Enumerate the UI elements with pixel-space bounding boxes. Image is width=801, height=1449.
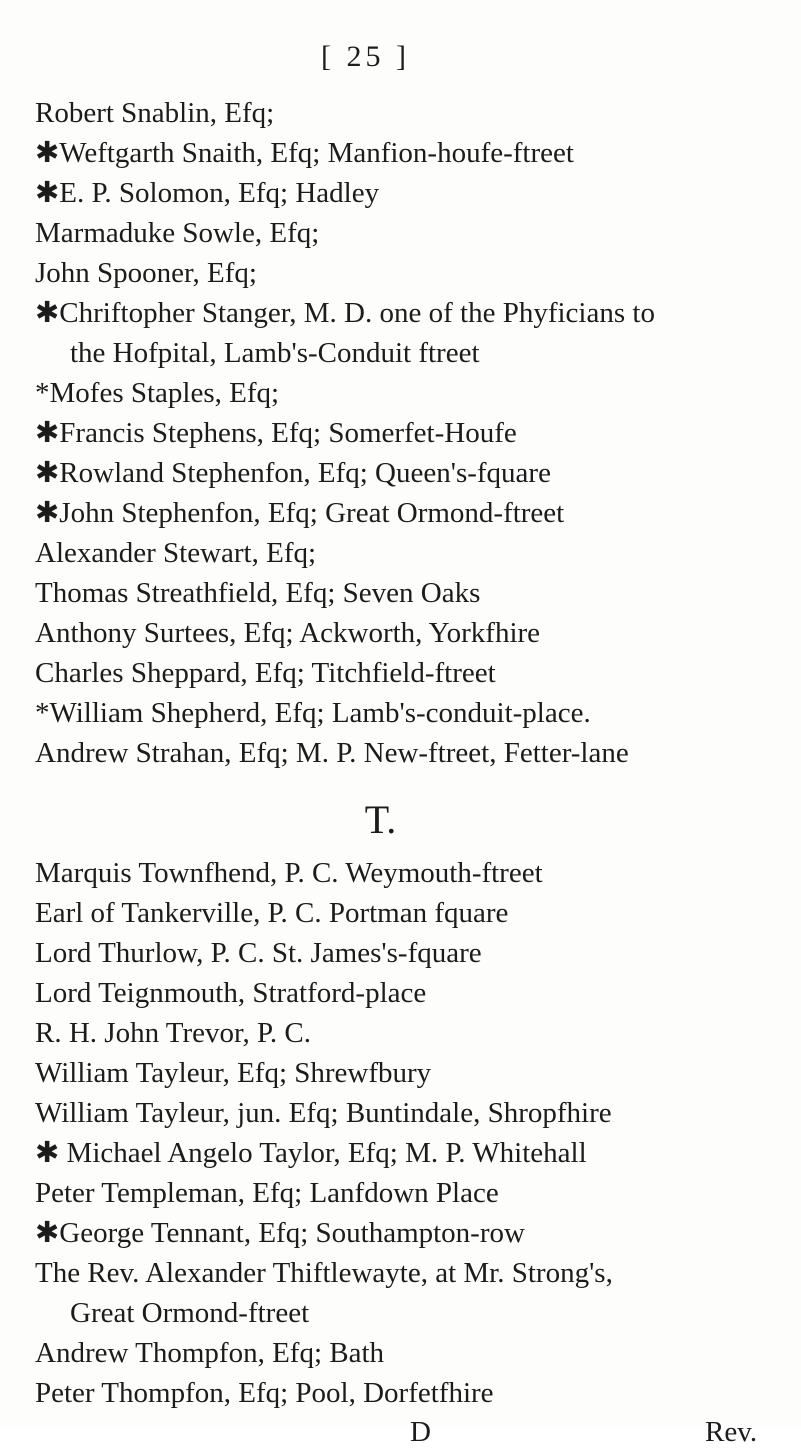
subscriber-entry: Earl of Tankerville, P. C. Portman fquare	[35, 897, 509, 929]
subscriber-entry: Thomas Streathfield, Efq; Seven Oaks	[35, 577, 481, 609]
subscriber-entry: ✱E. P. Solomon, Efq; Hadley	[35, 177, 380, 209]
subscriber-entry: Marquis Townfhend, P. C. Weymouth-ftreet	[35, 857, 543, 889]
subscriber-entry: ✱Rowland Stephenfon, Efq; Queen's-fquare	[35, 457, 551, 489]
subscriber-entry: Anthony Surtees, Efq; Ackworth, Yorkfhire	[35, 617, 541, 649]
subscriber-entry: The Rev. Alexander Thiftlewayte, at Mr. Strong's,	[35, 1257, 613, 1289]
subscriber-entry-continuation: the Hofpital, Lamb's-Conduit ftreet	[70, 337, 480, 369]
subscriber-entry-continuation: Great Ormond-ftreet	[70, 1297, 310, 1329]
signature-mark: D	[410, 1416, 431, 1448]
subscriber-entry: Charles Sheppard, Efq; Titchfield-ftreet	[35, 657, 496, 689]
subscriber-entry: ✱Chriftopher Stanger, M. D. one of the Phyficians to	[35, 297, 655, 329]
subscriber-entry: William Tayleur, Efq; Shrewfbury	[35, 1057, 432, 1089]
subscriber-entry: R. H. John Trevor, P. C.	[35, 1017, 312, 1049]
subscriber-entry: ✱ Michael Angelo Taylor, Efq; M. P. Whitehall	[35, 1137, 587, 1169]
subscriber-entry: Peter Thompfon, Efq; Pool, Dorfetfhire	[35, 1377, 494, 1409]
subscriber-entry: Marmaduke Sowle, Efq;	[35, 217, 320, 249]
subscriber-entry: ✱George Tennant, Efq; Southampton-row	[35, 1217, 525, 1249]
subscriber-entry: Lord Teignmouth, Stratford-place	[35, 977, 427, 1009]
subscriber-entry: ✱Francis Stephens, Efq; Somerfet-Houfe	[35, 417, 517, 449]
catchword: Rev.	[705, 1416, 758, 1448]
subscriber-entry: William Tayleur, jun. Efq; Buntindale, Shropfhire	[35, 1097, 612, 1129]
subscriber-entry: *William Shepherd, Efq; Lamb's-conduit-place.	[35, 697, 591, 729]
subscriber-entry: *Mofes Staples, Efq;	[35, 377, 280, 409]
subscriber-entry: Peter Templeman, Efq; Lanfdown Place	[35, 1177, 499, 1209]
subscriber-entry: Andrew Thompfon, Efq; Bath	[35, 1337, 385, 1369]
section-letter: T.	[364, 797, 397, 842]
subscriber-entry: John Spooner, Efq;	[35, 257, 257, 289]
subscriber-entry: Alexander Stewart, Efq;	[35, 537, 317, 569]
subscriber-entry: ✱Weftgarth Snaith, Efq; Manfion-houfe-ftreet	[35, 137, 574, 169]
subscriber-entry: ✱John Stephenfon, Efq; Great Ormond-ftreet	[35, 497, 565, 529]
subscriber-entry: Andrew Strahan, Efq; M. P. New-ftreet, Fetter-lane	[35, 737, 629, 769]
subscriber-entry: Robert Snablin, Efq;	[35, 97, 275, 129]
page-number: [ 25 ]	[321, 40, 410, 73]
subscriber-entry: Lord Thurlow, P. C. St. James's-fquare	[35, 937, 482, 969]
